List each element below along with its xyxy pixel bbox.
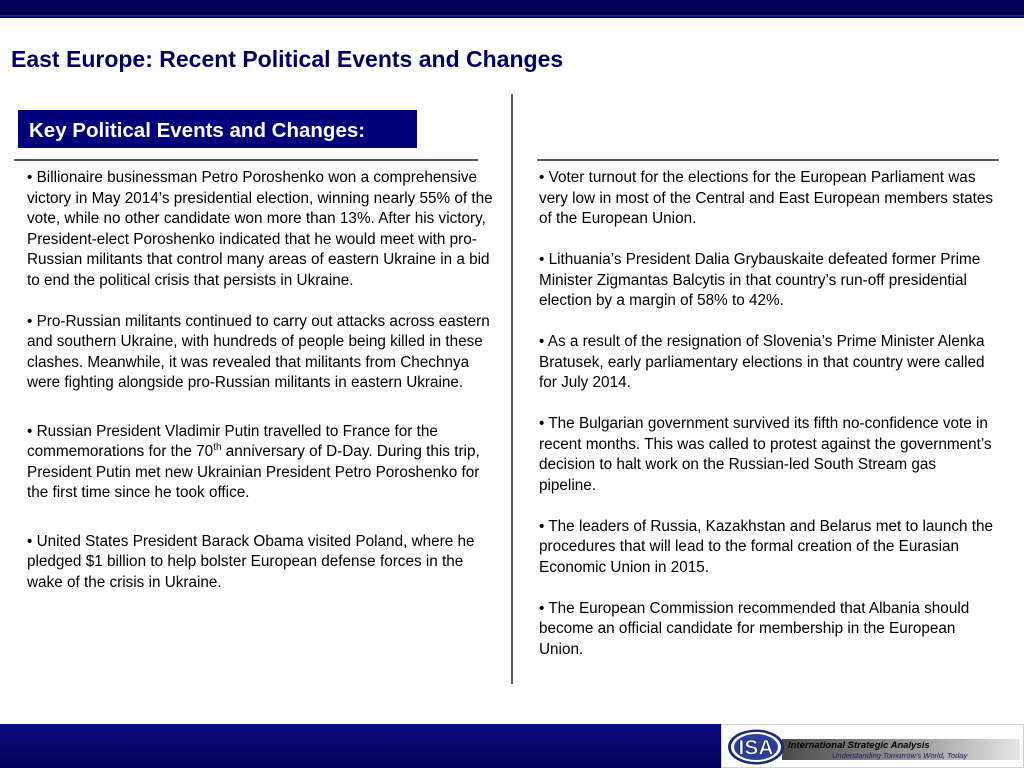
- right-column: [539, 168, 997, 681]
- bullet-item: • Lithuania’s President Dalia Grybauskaite defeated former Prime Minister Zigmantas Balcytis in that country’s run-off presidential election by a margin of 58% to 42%.: [539, 251, 981, 309]
- section-header: Key Political Events and Changes:: [18, 110, 417, 148]
- top-banner: [0, 0, 1024, 18]
- bullet-item: • As a result of the resignation of Slovenia’s Prime Minister Alenka Bratusek, early parliamentary elections in that country were called for July 2014.: [539, 333, 985, 391]
- logo-letters: ISA: [738, 736, 774, 760]
- bullet-item: [27, 422, 497, 504]
- page-title: East Europe: Recent Political Events and Changes: [11, 46, 564, 72]
- bullet-text: • Russian President Vladimir Putin travelled to France for the commemorations for the 70: [27, 422, 438, 460]
- bullet-item: • Pro-Russian militants continued to carry out attacks across eastern and southern Ukraine, with hundreds of people being killed in these clashes. Meanwhile, it was revealed that militants from Chechnya were fighting alongside pro-Russian militants in eastern Ukraine.: [27, 312, 490, 391]
- bullet-item: • United States President Barack Obama visited Poland, where he pledged $1 billion to help bolster European defense forces in the wake of the crisis in Ukraine.: [27, 532, 475, 591]
- right-rule: [537, 159, 999, 161]
- org-tagline: Understanding Tomorrow’s World, Today: [832, 751, 968, 760]
- bullet-item: • The leaders of Russia, Kazakhstan and Belarus met to launch the procedures that will lead to the formal creation of the Eurasian Economic Union in 2015.: [539, 517, 994, 576]
- bullet-item: • The European Commission recommended that Albania should become an official candidate for membership in the European Union.: [539, 599, 970, 658]
- left-column: [27, 168, 497, 614]
- bullet-item: • The Bulgarian government survived its fifth no-confidence vote in recent months. This was called to protest against the government’s decision to halt work on the Russian-led South Stream gas pipeline.: [539, 415, 992, 494]
- ordinal-superscript: th: [213, 441, 222, 453]
- org-name: International Strategic Analysis: [788, 740, 930, 751]
- left-rule: [14, 159, 478, 161]
- bullet-item: • Billionaire businessman Petro Poroshenko won a comprehensive victory in May 2014’s presidential election, winning nearly 55% of the vote, while no other candidate won more than 13%. After his victory, President-elect Poroshenko indicated that he would meet with pro-Russian militants that control many areas of eastern Ukraine in a bid to end the political crisis that persists in Ukraine.: [27, 169, 493, 289]
- column-divider: [511, 94, 513, 684]
- bullet-item: • Voter turnout for the elections for the European Parliament was very low in most of the Central and East European members states of the European Union.: [539, 169, 994, 227]
- isa-logo: [721, 724, 1024, 768]
- globe-emblem-icon: [726, 728, 786, 766]
- bullet-text: anniversary of D-Day. During this trip, President Putin met new Ukrainian President Petro Poroshenko for the first time since he took office.: [27, 443, 480, 501]
